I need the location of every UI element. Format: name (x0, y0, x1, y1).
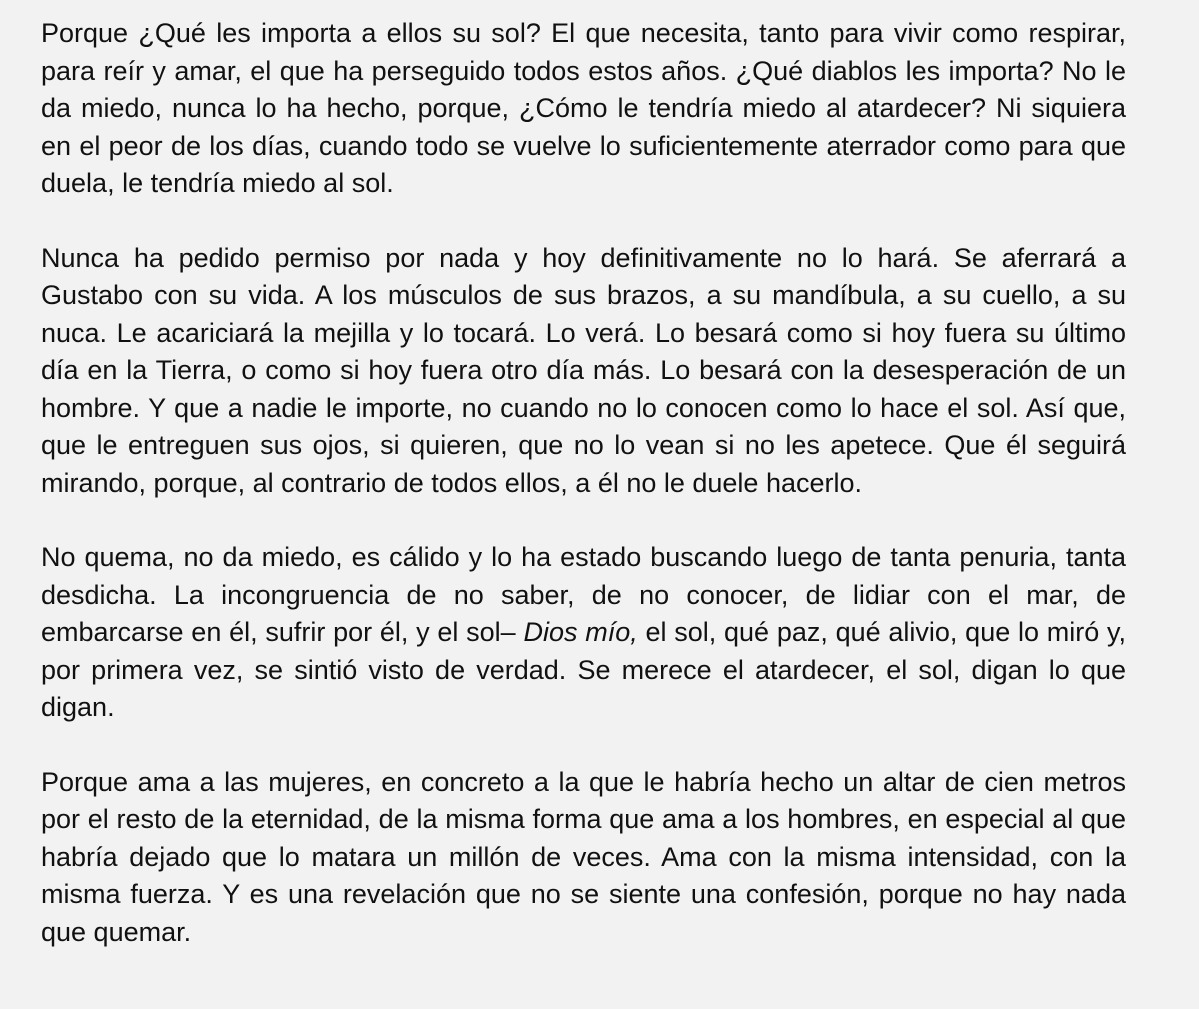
paragraph-3 (41, 539, 1126, 727)
paragraph-3-text-start: No quema, no da miedo, es cálido y lo ha estado buscando luego de tanta penuria, tanta desdicha. La incongruencia de no saber, de no conocer, de lidiar con el mar, de embarcarse en él, sufrir por él, y el sol– (41, 542, 1126, 647)
paragraph-3-italic-phrase: Dios mío, (523, 617, 638, 647)
paragraph-2: Nunca ha pedido permiso por nada y hoy definitivamente no lo hará. Se aferrará a Gustabo con su vida. A los músculos de sus brazos, a su mandíbula, a su cuello, a su nuca. Le acariciará la mejilla y lo tocará. Lo verá. Lo besará como si hoy fuera su último día en la Tierra, o como si hoy fuera otro día más. Lo besará con la desesperación de un hombre. Y que a nadie le importe, no cuando no lo conocen como lo hace el sol. Así que, que le entreguen sus ojos, si quieren, que no lo vean si no les apetece. Que él seguirá mirando, porque, al contrario de todos ellos, a él no le duele hacerlo. (41, 242, 1126, 498)
paragraph-1: Porque ¿Qué les importa a ellos su sol? El que necesita, tanto para vivir como respirar, para reír y amar, el que ha perseguido todos estos años. ¿Qué diablos les importa? No le da miedo, nunca lo ha hecho, porque, ¿Cómo le tendría miedo al atardecer? Ni siquiera en el peor de los días, cuando todo se vuelve lo suficientemente aterrador como para que duela, le tendría miedo al sol. (41, 18, 1126, 198)
document-body (41, 15, 1126, 951)
paragraph-3-text-end: el sol, qué paz, qué alivio, que lo miró y, por primera vez, se sintió visto de verdad. Se merece el atardecer, el sol, digan lo que digan. (41, 617, 1126, 722)
paragraph-4: Porque ama a las mujeres, en concreto a la que le habría hecho un altar de cien metros por el resto de la eternidad, de la misma forma que ama a los hombres, en especial al que habría dejado que lo matara un millón de veces. Ama con la misma intensidad, con la misma fuerza. Y es una revelación que no se siente una confesión, porque no hay nada que quemar. (41, 766, 1126, 947)
